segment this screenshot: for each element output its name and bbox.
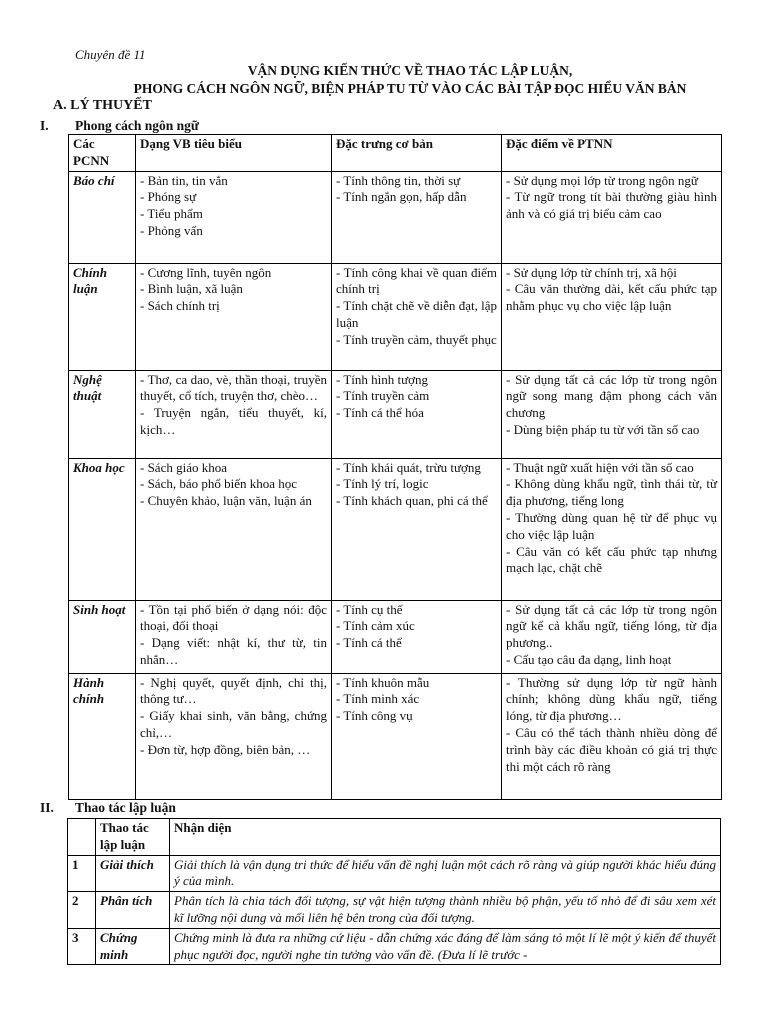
list-item: - Bản tin, tin vắn bbox=[140, 172, 228, 188]
traits-cell bbox=[332, 263, 502, 370]
list-item: - Thuật ngữ xuất hiện với tần số cao bbox=[506, 459, 694, 475]
header-cell: Đặc trưng cơ bản bbox=[332, 135, 502, 172]
document-title-line-2: PHONG CÁCH NGÔN NGỮ, BIỆN PHÁP TU TỪ VÀO CÁC BÀI TẬP ĐỌC HIỂU VĂN BẢN bbox=[133, 81, 687, 96]
list-item: - Tính lý trí, logic bbox=[336, 476, 429, 492]
operation-name: Phân tích bbox=[96, 892, 170, 929]
style-name: Chính luận bbox=[69, 263, 136, 370]
list-item: - Tiểu phẩm bbox=[140, 206, 203, 222]
row-number: 2 bbox=[68, 892, 96, 929]
list-item: - Tính ngắn gọn, hấp dẫn bbox=[336, 189, 467, 205]
list-item: - Không dùng khẩu ngữ, tình thái từ, từ địa phương, tiếng long bbox=[506, 476, 717, 509]
types-cell bbox=[136, 600, 332, 673]
argument-table bbox=[67, 818, 721, 965]
list-item: - Thường sử dụng lớp từ ngữ hành chính; không dùng khẩu ngữ, tiếng lóng, từ địa phương… bbox=[506, 674, 717, 724]
traits-cell bbox=[332, 171, 502, 263]
list-item: - Tính công vụ bbox=[336, 708, 413, 724]
header-cell bbox=[68, 819, 96, 856]
features-cell bbox=[502, 600, 722, 673]
features-cell bbox=[502, 673, 722, 799]
argument-table-header bbox=[68, 819, 721, 856]
header-cell: Thao tác lập luận bbox=[96, 819, 170, 856]
table-row bbox=[69, 673, 722, 799]
style-name: Báo chí bbox=[69, 171, 136, 263]
section-2-title: Thao tác lập luận bbox=[75, 800, 176, 815]
list-item: - Cấu tạo câu đa dạng, linh hoạt bbox=[506, 651, 672, 667]
list-item: - Tính khách quan, phi cá thể bbox=[336, 493, 488, 509]
section-a-heading: A. LÝ THUYẾT bbox=[53, 98, 152, 113]
types-cell bbox=[136, 263, 332, 370]
list-item: - Tính minh xác bbox=[336, 691, 420, 707]
list-item: - Câu có thể tách thành nhiều dòng để trình bày các điều khoản có giá trị thực thi một cách rõ ràng bbox=[506, 724, 717, 774]
list-item: - Tính công khai về quan điểm chính trị bbox=[336, 264, 497, 297]
list-item: - Cương lĩnh, tuyên ngôn bbox=[140, 264, 272, 280]
list-item: - Phóng sự bbox=[140, 189, 197, 205]
list-item: - Thường dùng quan hệ từ để phục vụ cho việc lập luận bbox=[506, 509, 717, 542]
table-row bbox=[68, 928, 721, 965]
list-item: - Sách giáo khoa bbox=[140, 459, 228, 475]
list-item: - Nghị quyết, quyết định, chỉ thị, thông tư… bbox=[140, 674, 327, 707]
list-item: - Tính cụ thể bbox=[336, 601, 403, 617]
header-cell: Nhận diện bbox=[170, 819, 721, 856]
operation-name: Giải thích bbox=[96, 855, 170, 892]
list-item: - Truyện ngắn, tiểu thuyết, kí, kịch… bbox=[140, 405, 327, 437]
types-cell bbox=[136, 171, 332, 263]
list-item: - Bình luận, xã luận bbox=[140, 281, 243, 297]
list-item: - Tính truyền cảm, thuyết phục bbox=[336, 331, 497, 347]
features-cell bbox=[502, 171, 722, 263]
operation-description: Phân tích là chia tách đối tượng, sự vật hiện tượng thành nhiều bộ phận, yếu tố nhỏ để đi sâu xem xét kĩ lưỡng nội dung và mối liên hệ bên trong của đối tượng. bbox=[170, 892, 721, 929]
style-name: Nghệ thuật bbox=[69, 370, 136, 458]
table-row bbox=[68, 892, 721, 929]
list-item: - Giấy khai sinh, văn bằng, chứng chỉ,… bbox=[140, 708, 327, 740]
list-item: - Sách chính trị bbox=[140, 298, 220, 314]
traits-cell bbox=[332, 458, 502, 600]
list-item: - Sử dụng mọi lớp từ trong ngôn ngữ bbox=[506, 172, 698, 188]
operation-description: Giải thích là vận dụng tri thức để hiểu vấn đề nghị luận một cách rõ ràng và giúp người khác hiểu đúng ý của mình. bbox=[170, 855, 721, 892]
list-item: - Tính truyền cảm bbox=[336, 388, 430, 404]
styles-table bbox=[68, 134, 722, 800]
list-item: - Từ ngữ trong tít bài thường giàu hình ảnh và có giá trị biểu cảm cao bbox=[506, 189, 717, 222]
operation-name: Chứng minh bbox=[96, 928, 170, 965]
features-cell bbox=[502, 458, 722, 600]
list-item: - Tính thông tin, thời sự bbox=[336, 172, 461, 188]
table-row bbox=[69, 263, 722, 370]
styles-table-header bbox=[69, 135, 722, 172]
list-item: - Sử dụng lớp từ chính trị, xã hội bbox=[506, 264, 677, 280]
list-item: - Chuyên khảo, luận văn, luận án bbox=[140, 493, 312, 509]
list-item: - Tính khuôn mẫu bbox=[336, 674, 430, 690]
list-item: - Câu văn có kết cấu phức tạp nhưng mạch lạc, chặt chẽ bbox=[506, 543, 717, 576]
list-item: - Dùng biện pháp tu từ với tần số cao bbox=[506, 421, 700, 437]
list-item: - Sử dụng tất cả các lớp từ trong ngôn ngữ kể cả khẩu ngữ, tiếng lóng, từ địa phương.. bbox=[506, 601, 717, 651]
traits-cell bbox=[332, 600, 502, 673]
list-item: - Tính cảm xúc bbox=[336, 618, 415, 634]
traits-cell bbox=[332, 673, 502, 799]
list-item: - Tính khái quát, trừu tượng bbox=[336, 459, 481, 475]
document-title-line-1: VẬN DỤNG KIẾN THỨC VỀ THAO TÁC LẬP LUẬN, bbox=[247, 63, 573, 78]
traits-cell bbox=[332, 370, 502, 458]
list-item: - Sử dụng tất cả các lớp từ trong ngôn ngữ song mang đậm phong cách văn chương bbox=[506, 371, 717, 421]
section-2-number: II. bbox=[40, 800, 54, 815]
topic-label: Chuyên đề 11 bbox=[75, 47, 146, 62]
types-cell bbox=[136, 370, 332, 458]
table-row bbox=[69, 370, 722, 458]
list-item: - Câu văn thường dài, kết cấu phức tạp nhằm phục vụ cho việc lập luận bbox=[506, 281, 717, 314]
section-1-number: I. bbox=[40, 118, 49, 133]
list-item: - Thơ, ca dao, vè, thần thoại, truyền thuyết, cổ tích, truyện thơ, chèo… bbox=[140, 371, 327, 404]
list-item: - Tính cá thể hóa bbox=[336, 405, 424, 421]
style-name: Khoa học bbox=[69, 458, 136, 600]
features-cell bbox=[502, 263, 722, 370]
table-row bbox=[69, 600, 722, 673]
list-item: - Tính hình tượng bbox=[336, 371, 429, 387]
types-cell bbox=[136, 673, 332, 799]
section-1-title: Phong cách ngôn ngữ bbox=[75, 118, 200, 133]
header-cell: Dạng VB tiêu biểu bbox=[136, 135, 332, 172]
types-cell bbox=[136, 458, 332, 600]
table-row bbox=[69, 458, 722, 600]
style-name: Hành chính bbox=[69, 673, 136, 799]
header-cell: Đặc điểm về PTNN bbox=[502, 135, 722, 172]
row-number: 3 bbox=[68, 928, 96, 965]
row-number: 1 bbox=[68, 855, 96, 892]
style-name: Sinh hoạt bbox=[69, 600, 136, 673]
table-row bbox=[68, 855, 721, 892]
table-row bbox=[69, 171, 722, 263]
header-cell: Các PCNN bbox=[69, 135, 136, 172]
features-cell bbox=[502, 370, 722, 458]
operation-description: Chứng minh là đưa ra những cứ liệu - dẫn chứng xác đáng để làm sáng tỏ một lí lẽ một ý kiến để thuyết phục người đọc, người nghe tin tưởng vào vấn đề. (Đưa lí lẽ trước - bbox=[170, 928, 721, 965]
list-item: - Dạng viết: nhật kí, thư từ, tin nhắn… bbox=[140, 635, 327, 667]
list-item: - Tính chặt chẽ về diễn đạt, lập luận bbox=[336, 298, 497, 330]
list-item: - Sách, báo phổ biến khoa học bbox=[140, 476, 298, 492]
list-item: - Tồn tại phổ biến ở dạng nói: độc thoại, đối thoại bbox=[140, 601, 327, 634]
list-item: - Đơn từ, hợp đồng, biên bản, … bbox=[140, 741, 311, 757]
list-item: - Phỏng vấn bbox=[140, 222, 203, 238]
list-item: - Tính cá thể bbox=[336, 635, 402, 651]
